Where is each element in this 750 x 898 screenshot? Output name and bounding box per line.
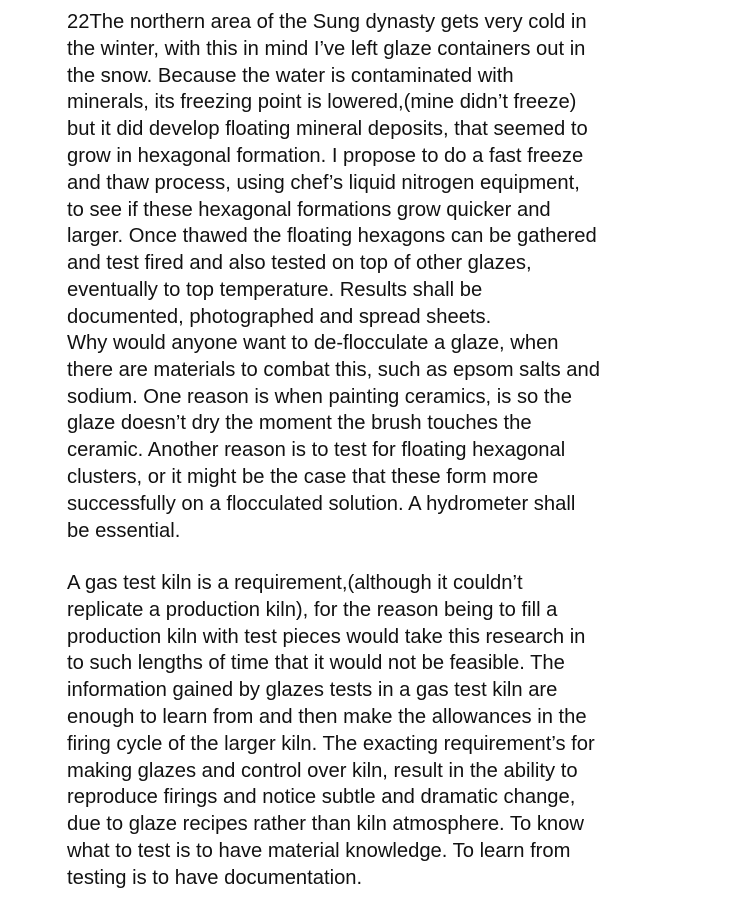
text-line: eventually to top temperature. Results shall be bbox=[67, 278, 483, 301]
text-line: reproduce firings and notice subtle and dramatic change, bbox=[67, 786, 576, 809]
text-line: the snow. Because the water is contaminated with bbox=[67, 64, 514, 87]
text-line: sodium. One reason is when painting ceramics, is so the bbox=[67, 385, 572, 408]
paragraph-deflocculate bbox=[67, 330, 743, 544]
text-line: making glazes and control over kiln, result in the ability to bbox=[67, 759, 578, 782]
text-line: glaze doesn’t dry the moment the brush touches the bbox=[67, 412, 532, 435]
text-line: ceramic. Another reason is to test for floating hexagonal bbox=[67, 439, 566, 462]
text-line: there are materials to combat this, such as epsom salts and bbox=[67, 358, 600, 381]
paragraph-gas-test-kiln bbox=[67, 570, 743, 892]
text-line: to such lengths of time that it would not be feasible. The bbox=[67, 652, 565, 675]
text-line: due to glaze recipes rather than kiln atmosphere. To know bbox=[67, 813, 584, 836]
text-line: what to test is to have material knowledge. To learn from bbox=[67, 839, 571, 862]
text-line: documented, photographed and spread sheets. bbox=[67, 305, 492, 328]
text-line: minerals, its freezing point is lowered,(mine didn’t freeze) bbox=[67, 91, 577, 114]
text-line: 22The northern area of the Sung dynasty gets very cold in bbox=[67, 11, 587, 33]
text-line: firing cycle of the larger kiln. The exacting requirement’s for bbox=[67, 732, 595, 755]
text-line: grow in hexagonal formation. I propose to do a fast freeze bbox=[67, 144, 584, 167]
text-line: production kiln with test pieces would take this research in bbox=[67, 625, 586, 648]
text-line: and thaw process, using chef’s liquid nitrogen equipment, bbox=[67, 171, 580, 194]
text-line: to see if these hexagonal formations grow quicker and bbox=[67, 198, 551, 221]
text-line: Why would anyone want to de-flocculate a glaze, when bbox=[67, 332, 559, 354]
text-line: larger. Once thawed the floating hexagons can be gathered bbox=[67, 225, 597, 248]
text-line: enough to learn from and then make the allowances in the bbox=[67, 705, 587, 728]
text-line: clusters, or it might be the case that these form more bbox=[67, 465, 539, 488]
text-line: but it did develop floating mineral deposits, that seemed to bbox=[67, 118, 588, 141]
text-line: the winter, with this in mind I’ve left glaze containers out in bbox=[67, 37, 586, 60]
text-line: replicate a production kiln), for the reason being to fill a bbox=[67, 598, 558, 621]
text-line: be essential. bbox=[67, 519, 181, 542]
text-line: successfully on a flocculated solution. A hydrometer shall bbox=[67, 492, 576, 515]
text-line: and test fired and also tested on top of other glazes, bbox=[67, 252, 532, 275]
text-line: information gained by glazes tests in a gas test kiln are bbox=[67, 679, 558, 702]
text-line: A gas test kiln is a requirement,(although it couldn’t bbox=[67, 572, 523, 594]
text-line: testing is to have documentation. bbox=[67, 866, 363, 889]
paragraph-sung-dynasty-freeze bbox=[67, 9, 743, 331]
